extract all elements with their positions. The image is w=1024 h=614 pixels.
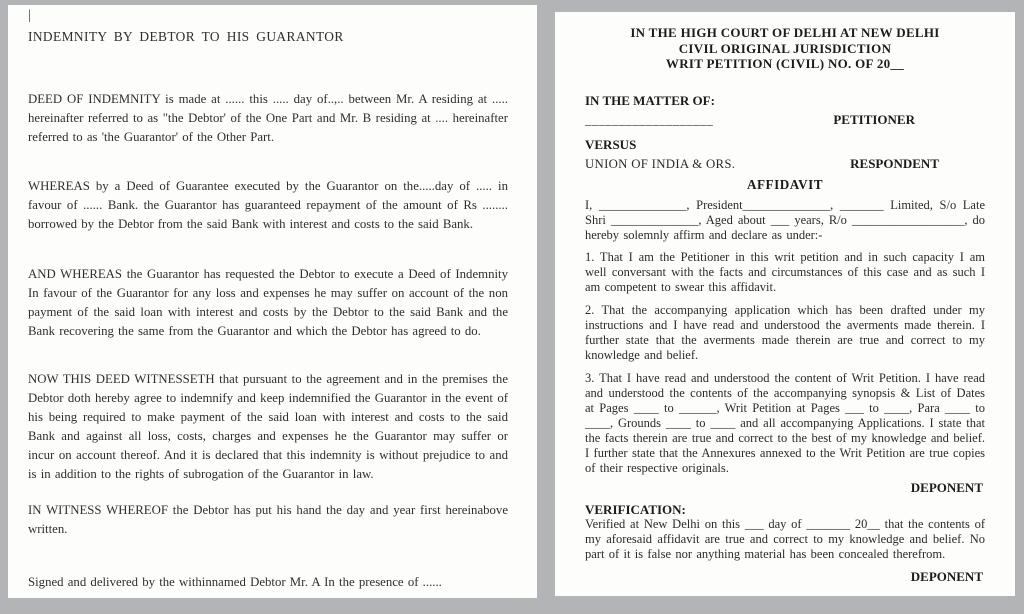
verification-label: VERIFICATION: xyxy=(585,501,686,517)
and-whereas-paragraph: AND WHEREAS the Guarantor has requested the Debtor to execute a Deed of Indemnity In favour of the Guarantor for any loss and expenses he may suffer on account of the non payment of the said loan with interest and costs by the Debtor to the said Bank and the Bank recovering the same from the Guarantor and which the Debtor has agreed to do. xyxy=(28,267,508,338)
right-document-page[interactable] xyxy=(555,12,1015,596)
court-header-line-2: CIVIL ORIGINAL JURISDICTION xyxy=(678,40,892,56)
deponent-signature-1: DEPONENT xyxy=(910,479,983,495)
witnesseth-paragraph: NOW THIS DEED WITNESSETH that pursuant to the agreement and in the premises the Debtor doth hereby agree to indemnify and keep indemnified the Guarantor in the event of his being required to make payment of the said loan with interest and costs to the said Bank and against all loss, costs, charges and expenses he the Guarantor may suffer or incur on account thereof. And it is declared that this indemnity is without prejudice to and is in addition to the rights of subrogation of the Guarantor in law. xyxy=(28,372,508,481)
signed-delivered-paragraph: Signed and delivered by the withinnamed Debtor Mr. A In the presence of ...... xyxy=(28,575,442,589)
versus-label: VERSUS xyxy=(585,136,637,152)
in-witness-paragraph: IN WITNESS WHEREOF the Debtor has put his hand the day and year first hereinabove written. xyxy=(28,503,508,536)
whereas-paragraph: WHEREAS by a Deed of Guarantee executed by the Guarantor on the.....day of ..... in favour of ...... Bank. the Guarantor has guaranteed repayment of the amount of Rs ........ borrowed by the Debtor from the said Bank with interest and costs to the said Bank. xyxy=(28,179,508,231)
left-document-title: INDEMNITY BY DEBTOR TO HIS GUARANTOR xyxy=(28,29,344,44)
deed-intro-paragraph: DEED OF INDEMNITY is made at ...... this ..... day of..,.. between Mr. A residing at ..... hereinafter referred to as "the Debtor' of the One Part and Mr. B residing at .... hereinafter referred to as 'the Guarantor' of the Other Part. xyxy=(28,92,508,144)
court-header-line-1: IN THE HIGH COURT OF DELHI AT NEW DELHI xyxy=(630,25,940,40)
respondent-row xyxy=(585,156,985,172)
court-header-line-3: WRIT PETITION (CIVIL) NO. OF 20__ xyxy=(665,56,905,71)
deponent-signature-2: DEPONENT xyxy=(910,568,983,584)
affidavit-point-3: 3. That I have read and understood the content of Writ Petition. I have read and understood the contents of the accompanying synopsis & List of Dates at Pages ____ to ______, Writ Petition at Pages ___ to ____, Para ____ to ____, Grounds ____ to ____ and all accompanying Applications. I state that the facts therein are true and correct to the best of my knowledge and belief. I further state that the Annexures annexed to the Writ Petition are true copies of their respective originals. xyxy=(585,370,985,475)
affidavit-point-2: 2. That the accompanying application which has been drafted under my instructions and I have read and understood the averments made therein. I further state that the averments made therein are true and correct to my knowledge and belief. xyxy=(585,302,985,362)
affidavit-point-1: 1. That I am the Petitioner in this writ petition and in such capacity I am well conversant with the facts and circumstances of this case and as such I am competent to swear this affidavit. xyxy=(585,249,985,294)
petitioner-name-blank: ___________________ xyxy=(585,112,714,127)
respondent-name: UNION OF INDIA & ORS. xyxy=(585,156,736,171)
court-header xyxy=(585,25,985,72)
respondent-label: RESPONDENT xyxy=(850,155,939,171)
petitioner-row xyxy=(585,112,985,128)
petitioner-label: PETITIONER xyxy=(833,111,915,127)
in-the-matter-of-label: IN THE MATTER OF: xyxy=(585,92,715,108)
deponent-intro-paragraph: I, ______________, President______________, _______ Limited, S/o Late Shri ______________, Aged about ___ years, R/o __________________, do hereby solemnly affirm and declare as under:- xyxy=(585,197,985,242)
verification-paragraph: Verified at New Delhi on this ___ day of _______ 20__ that the contents of my aforesaid affidavit are true and correct to my knowledge and belief. No part of it is false nor anything material has been concealed therefrom. xyxy=(585,516,985,561)
left-document-page[interactable] xyxy=(8,5,537,598)
text-cursor: | xyxy=(28,8,31,23)
affidavit-title: AFFIDAVIT xyxy=(746,176,824,192)
